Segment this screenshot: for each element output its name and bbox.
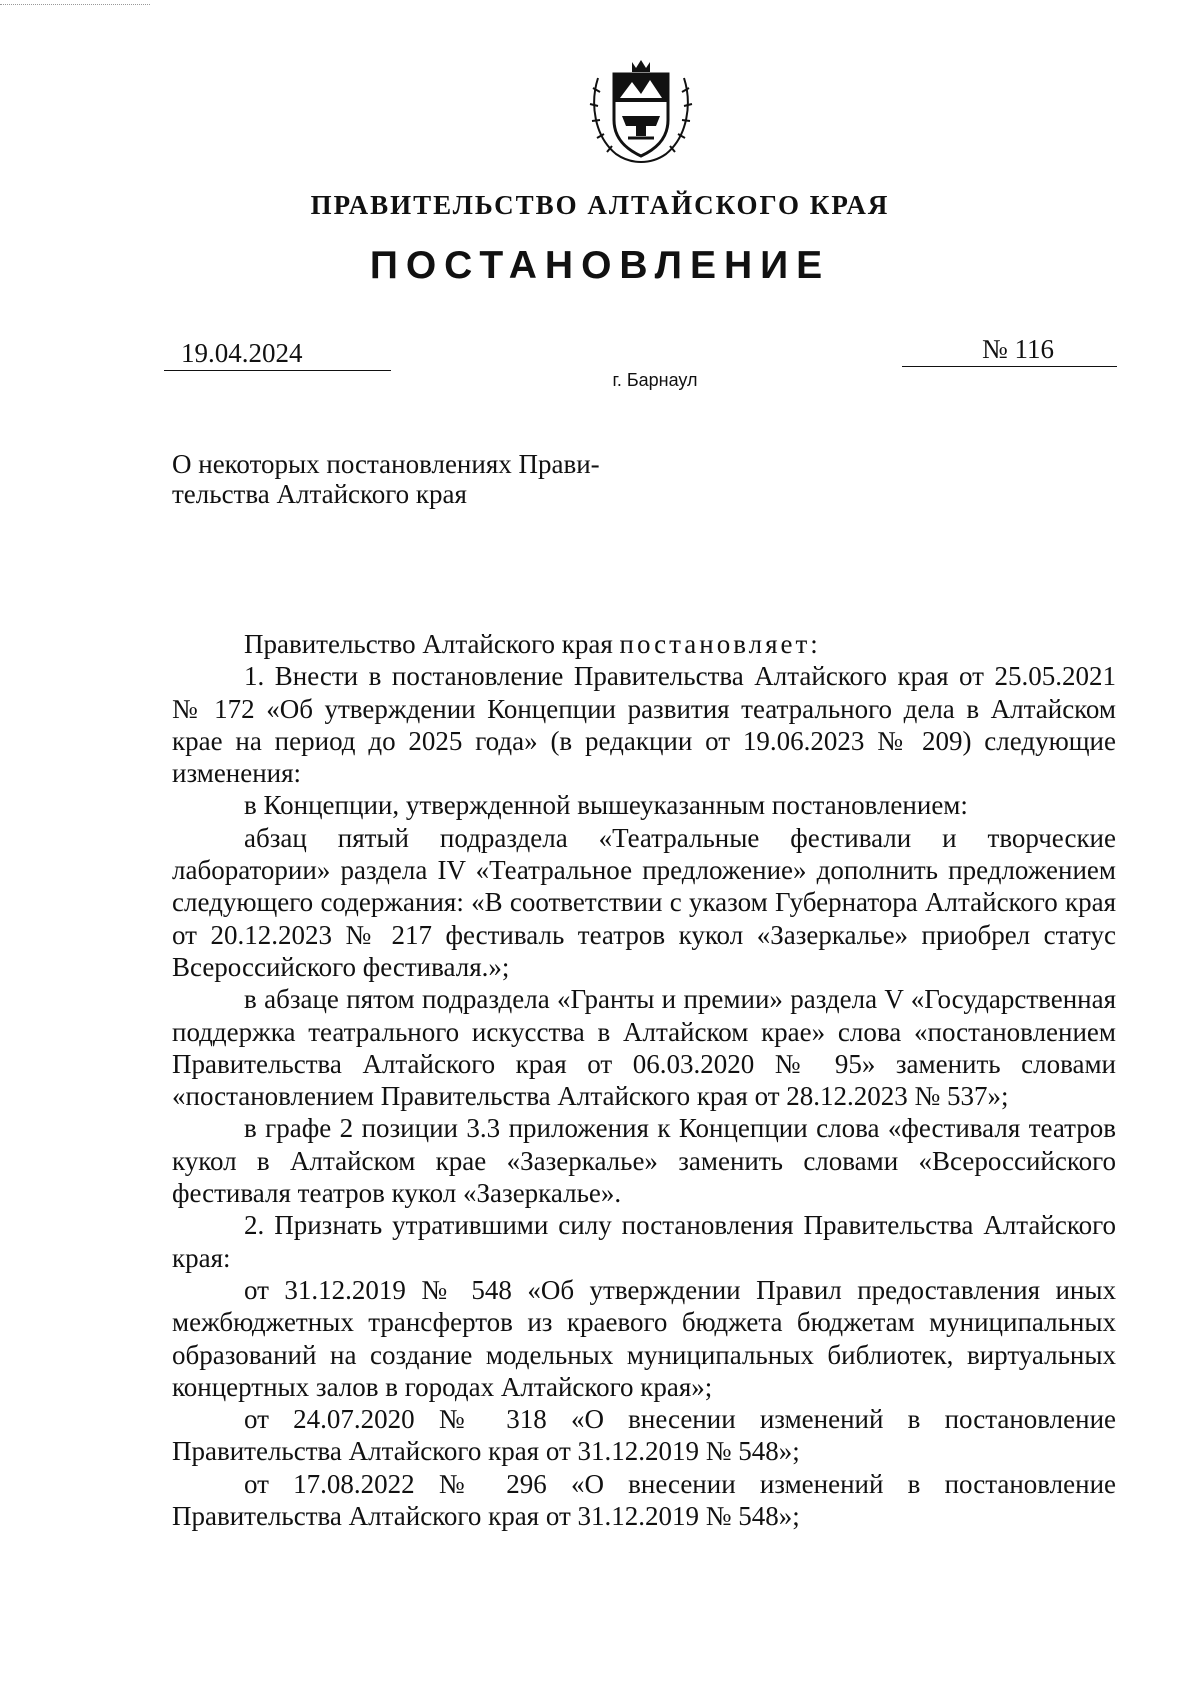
paragraph-3: абзац пятый подраздела «Театральные фестивали и творческие лаборатории» раздела IV «Театральное предложение» дополнить предложением следующего содержания: «В соответствии с указом Губернатора Алтайского края от 20.12.2023 № 217 фестиваль театров кукол «Зазеркалье» приобрел статус Всероссийского фестиваля.»; — [172, 822, 1116, 982]
subject-line-2: тельства Алтайского края — [172, 479, 467, 509]
government-title: ПРАВИТЕЛЬСТВО АЛТАЙСКОГО КРАЯ — [310, 190, 890, 220]
paragraph-6: 2. Признать утратившими силу постановления Правительства Алтайского края: — [172, 1210, 1116, 1273]
intro-prefix: Правительство Алтайского края — [244, 629, 613, 659]
document-city: г. Барнаул — [612, 370, 698, 390]
intro-paragraph — [172, 628, 1116, 660]
document-subject — [172, 449, 662, 509]
intro-verb: постановляет: — [619, 629, 821, 659]
document-type: ПОСТАНОВЛЕНИЕ — [369, 244, 831, 287]
subject-line-1: О некоторых постановлениях Прави- — [172, 449, 600, 479]
paragraph-1: 1. Внести в постановление Правительства Алтайского края от 25.05.2021 № 172 «Об утверждении Концепции развития театрального дела в Алтайском крае на период до 2025 года» (в редакции от 19.06.2023 № 209) следующие изменения: — [172, 661, 1116, 789]
scan-artifact — [0, 4, 150, 7]
paragraph-5: в графе 2 позиции 3.3 приложения к Концепции слова «фестиваля театров кукол в Алтайском крае «Зазеркалье» заменить словами «Всероссийского фестиваля театров кукол «Зазеркалье». — [172, 1113, 1116, 1209]
paragraph-9: от 17.08.2022 № 296 «О внесении изменений в постановление Правительства Алтайского края от 31.12.2019 № 548»; — [172, 1468, 1116, 1532]
coat-of-arms-emblem-icon — [586, 58, 696, 166]
document-number: № 116 — [902, 332, 1117, 367]
paragraph-2: в Концепции, утвержденной вышеуказанным постановлением: — [244, 790, 968, 821]
paragraph-8: от 24.07.2020 № 318 «О внесении изменений в постановление Правительства Алтайского края от 31.12.2019 № 548»; — [172, 1404, 1116, 1467]
document-body — [172, 628, 1116, 1532]
paragraph-7: от 31.12.2019 № 548 «Об утверждении Правил предоставления иных межбюджетных трансфертов из краевого бюджета бюджетам муниципальных образований на создание модельных муниципальных библиотек, виртуальных концертных залов в городах Алтайского края»; — [172, 1274, 1116, 1402]
paragraph-4: в абзаце пятом подраздела «Гранты и премии» раздела V «Государственная поддержка театрального искусства в Алтайском крае» слова «постановлением Правительства Алтайского края от 06.03.2020 № 95» заменить словами «постановлением Правительства Алтайского края от 28.12.2023 № 537»; — [172, 984, 1116, 1112]
document-date: 19.04.2024 — [164, 336, 391, 371]
